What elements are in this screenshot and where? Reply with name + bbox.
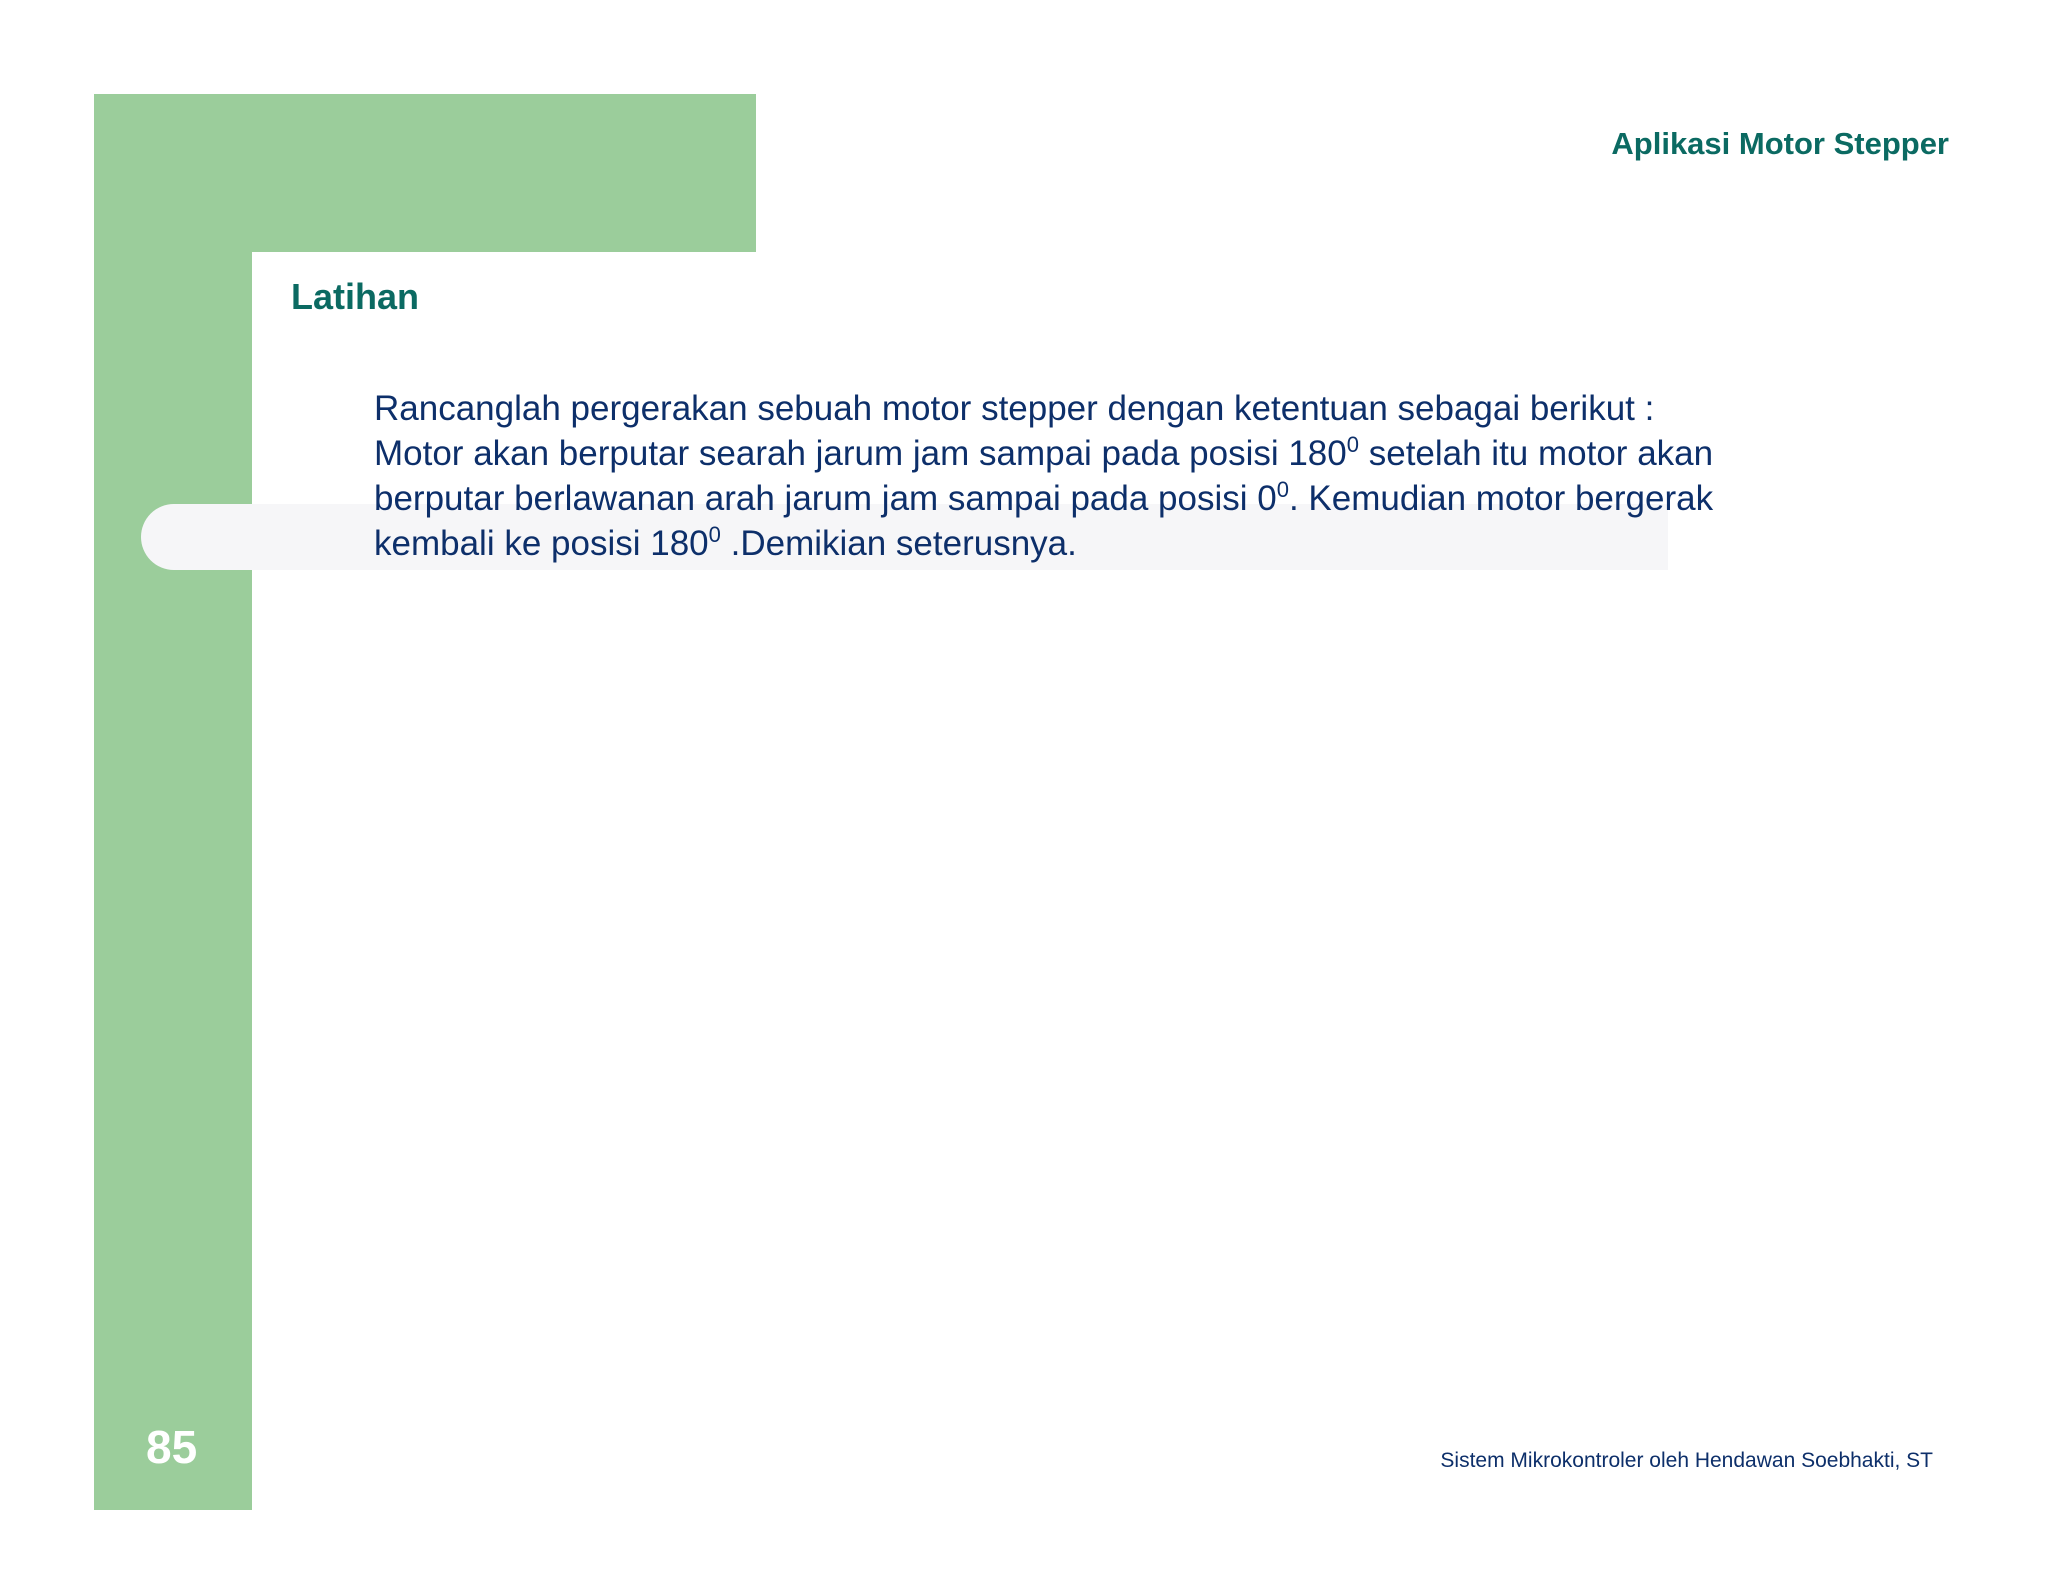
exercise-line-3: [374, 476, 1794, 521]
exercise-line-3-text-b: . Kemudian motor bergerak: [1288, 479, 1714, 518]
section-title: Latihan: [291, 276, 420, 317]
exercise-line-4: [374, 521, 1794, 566]
green-frame-left: [94, 94, 252, 1510]
exercise-line-3-text-a: berputar berlawanan arah jarum jam sampai pada posisi 0: [374, 479, 1277, 518]
degree-superscript: 0: [1276, 477, 1289, 502]
page-number: 85: [146, 1421, 198, 1473]
exercise-line-2-text-a: Motor akan berputar searah jarum jam sampai pada posisi 180: [374, 434, 1347, 473]
header-title: Aplikasi Motor Stepper: [1611, 126, 1949, 161]
footer-credit: Sistem Mikrokontroler oleh Hendawan Soebhakti, ST: [1440, 1449, 1933, 1472]
exercise-line-1: Rancanglah pergerakan sebuah motor stepper dengan ketentuan sebagai berikut :: [374, 389, 1655, 428]
exercise-line-4-text-b: .Demikian seterusnya.: [720, 524, 1077, 563]
exercise-line-2: [374, 431, 1794, 476]
degree-superscript: 0: [708, 522, 721, 547]
exercise-line-2-text-b: setelah itu motor akan: [1359, 434, 1714, 473]
exercise-line-4-text-a: kembali ke posisi 180: [374, 524, 709, 563]
degree-superscript: 0: [1346, 432, 1359, 457]
exercise-text: [374, 386, 1794, 566]
